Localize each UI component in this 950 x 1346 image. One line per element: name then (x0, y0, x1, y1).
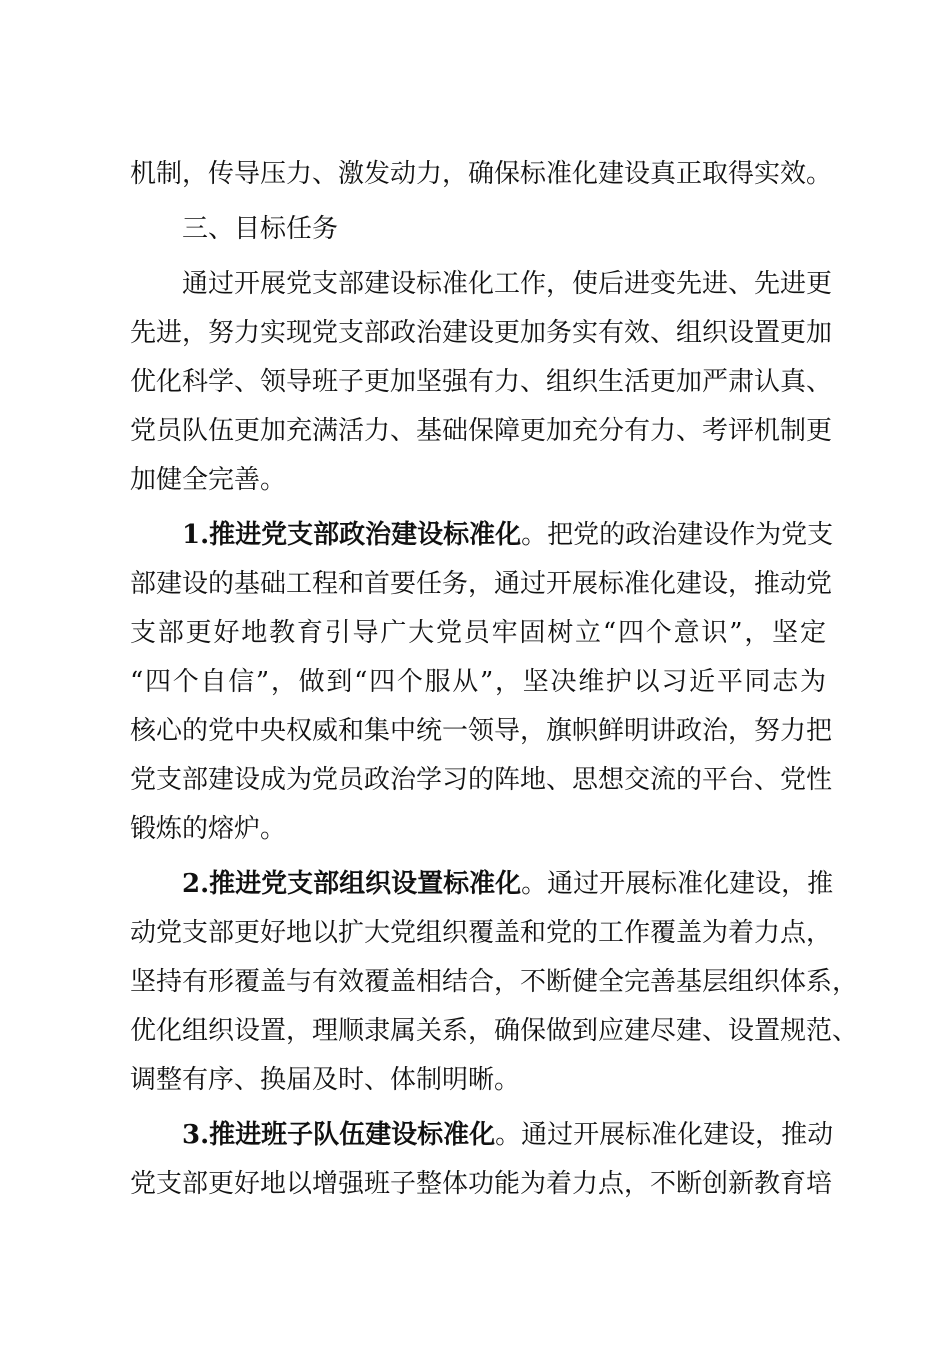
item-title: 3.推进班子队伍建设标准化 (182, 1120, 496, 1150)
paragraph-line: 坚持有形覆盖与有效覆盖相结合，不断健全完善基层组织体系， (130, 967, 859, 997)
paragraph-line: 党员队伍更加充满活力、基础保障更加充分有力、考评机制更 (130, 416, 833, 446)
paragraph-line: 党支部建设成为党员政治学习的阵地、思想交流的平台、党性 (130, 765, 833, 795)
item-text: 。把党的政治建设作为党支 (521, 520, 834, 550)
item-text: 。通过开展标准化建设，推 (521, 869, 834, 899)
document-body (130, 150, 859, 1209)
paragraph-line: 党支部更好地以增强班子整体功能为着力点，不断创新教育培 (130, 1169, 833, 1199)
item-title: 2.推进党支部组织设置标准化 (182, 869, 522, 899)
paragraph-line: “四个自信”，做到“四个服从”，坚决维护以习近平同志为 (130, 667, 826, 697)
paragraph-line: 核心的党中央权威和集中统一领导，旗帜鲜明讲政治，努力把 (130, 716, 833, 746)
item-first-line (130, 511, 834, 560)
paragraph-line: 部建设的基础工程和首要任务，通过开展标准化建设，推动党 (130, 569, 833, 599)
paragraph-line: 支部更好地教育引导广大党员牢固树立“四个意识”，坚定 (130, 618, 826, 648)
paragraph-line: 优化科学、领导班子更加坚强有力、组织生活更加严肃认真、 (130, 367, 833, 397)
item-first-line (130, 860, 834, 909)
paragraph-line: 调整有序、换届及时、体制明晰。 (130, 1065, 521, 1095)
paragraph-continuation-line: 机制，传导压力、激发动力，确保标准化建设真正取得实效。 (130, 159, 833, 189)
paragraph-line: 先进，努力实现党支部政治建设更加务实有效、组织设置更加 (130, 318, 833, 348)
paragraph-line: 锻炼的熔炉。 (130, 814, 287, 844)
section-heading: 三、目标任务 (182, 214, 339, 244)
item-title: 1.推进党支部政治建设标准化 (182, 520, 522, 550)
item-first-line (130, 1111, 834, 1160)
item-text: 。通过开展标准化建设，推动 (495, 1120, 834, 1150)
paragraph-line: 动党支部更好地以扩大党组织覆盖和党的工作覆盖为着力点， (130, 918, 833, 948)
paragraph-line: 通过开展党支部建设标准化工作，使后进变先进、先进更 (182, 269, 833, 299)
paragraph-line: 加健全完善。 (130, 465, 287, 495)
paragraph-line: 优化组织设置，理顺隶属关系，确保做到应建尽建、设置规范、 (130, 1016, 859, 1046)
